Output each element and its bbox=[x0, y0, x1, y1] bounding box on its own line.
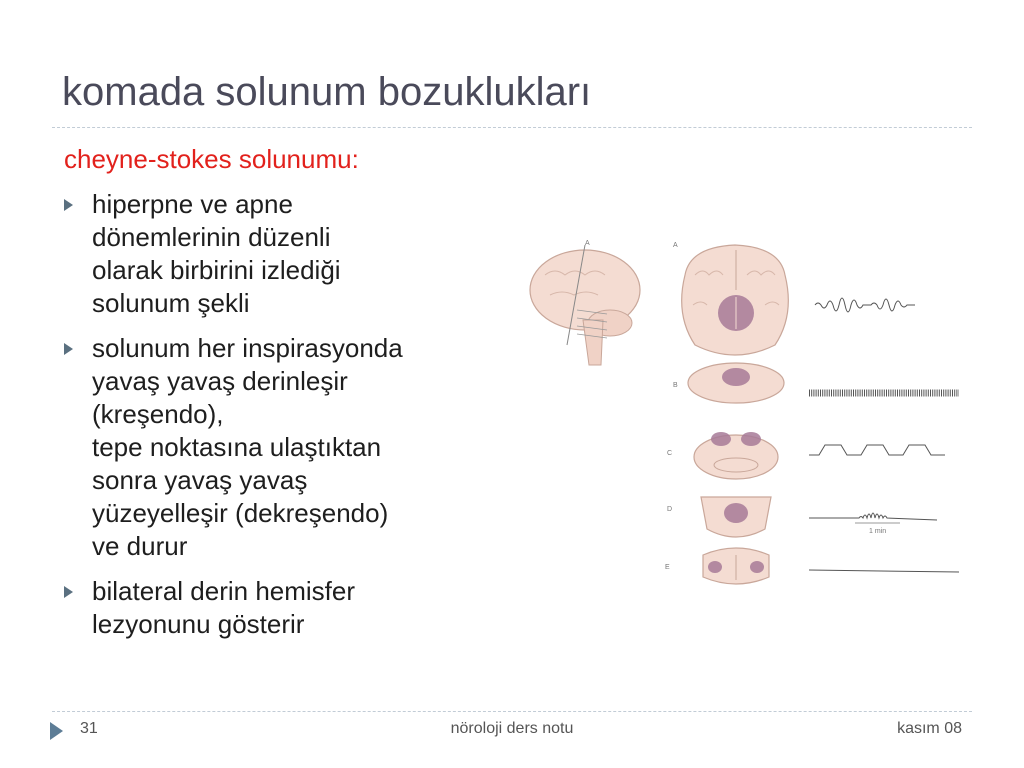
trace-d bbox=[809, 513, 937, 520]
label-a: A bbox=[673, 242, 678, 249]
section-a bbox=[673, 242, 915, 355]
bullet-list bbox=[62, 188, 502, 653]
bullet-item bbox=[62, 575, 502, 641]
label-d: D bbox=[667, 506, 673, 513]
trace-c bbox=[809, 445, 945, 455]
trace-e bbox=[809, 570, 959, 572]
footer-center-text: nöroloji ders notu bbox=[450, 720, 574, 737]
bullet-arrow-icon bbox=[64, 343, 73, 355]
label-e: E bbox=[665, 564, 670, 571]
footer-date: kasım 08 bbox=[897, 720, 962, 737]
scale-label: 1 min bbox=[869, 528, 887, 535]
title-divider bbox=[52, 127, 972, 128]
bullet-text: bilateral derin hemisfer lezyonunu gösterir bbox=[92, 576, 356, 639]
bullet-item bbox=[62, 188, 502, 320]
footer-divider bbox=[52, 711, 972, 712]
brainstem-lesion-figure bbox=[525, 235, 970, 590]
bullet-arrow-icon bbox=[64, 199, 73, 211]
brain-lateral-view bbox=[530, 240, 640, 365]
label-b: B bbox=[673, 382, 678, 389]
trace-a bbox=[815, 298, 915, 312]
section-c bbox=[667, 432, 945, 479]
slide-title: komada solunum bozuklukları bbox=[62, 70, 592, 114]
section-d bbox=[667, 497, 937, 537]
cut-label-a: A bbox=[585, 240, 590, 247]
label-c: C bbox=[667, 450, 673, 457]
slide-number: 31 bbox=[80, 720, 98, 737]
section-e bbox=[665, 548, 959, 584]
bullet-item bbox=[62, 332, 502, 563]
bullet-arrow-icon bbox=[64, 586, 73, 598]
bullet-text: hiperpne ve apne dönemlerinin düzenli olarak birbirini izlediği solunum şekli bbox=[92, 189, 341, 318]
bullet-text: solunum her inspirasyonda yavaş yavaş derinleşir (kreşendo), tepe noktasına ulaştıktan sonra yavaş yavaş yüzeyelleşir (dekreşendo) ve durur bbox=[92, 333, 403, 561]
subheading: cheyne-stokes solunumu: bbox=[64, 144, 359, 174]
section-b bbox=[673, 363, 959, 403]
